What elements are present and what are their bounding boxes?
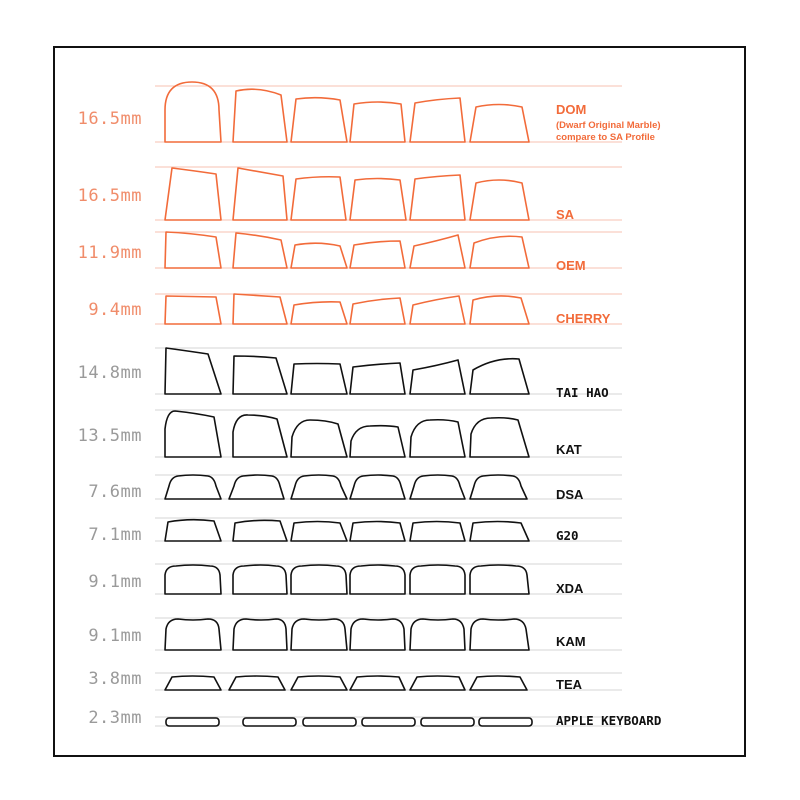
keycap-shape [350, 298, 405, 324]
keycap-shape [470, 105, 529, 143]
keycap-shape [350, 241, 405, 268]
height-labels [78, 109, 142, 728]
height-label: 9.1mm [88, 572, 142, 592]
keycap-shape [291, 302, 347, 324]
height-label: 9.4mm [88, 300, 142, 320]
keycap-row-apple-keyboard [166, 718, 532, 726]
keycap-shape [470, 296, 529, 324]
keycap-shape [362, 718, 415, 726]
keycap-shape [165, 565, 221, 594]
keycap-shape [233, 233, 287, 268]
keycap-shape [165, 168, 221, 220]
keycap-shape [233, 520, 287, 541]
keycap-shape [470, 180, 529, 220]
keycap-shape [350, 522, 405, 542]
keycap-shape [291, 475, 347, 499]
keycap-shape [410, 676, 465, 690]
keycap-shape [350, 565, 405, 594]
keycap-shape [165, 475, 221, 499]
keycap-shape [291, 243, 347, 268]
height-label: 3.8mm [88, 669, 142, 689]
profile-name: TEA [556, 677, 582, 692]
keycap-shape [291, 676, 347, 690]
keycap-shape [421, 718, 474, 726]
keycap-shape [350, 676, 405, 690]
keycap-shape [470, 565, 529, 594]
height-label: 7.1mm [88, 525, 142, 545]
keycap-shape [410, 360, 465, 394]
keycap-row-g20 [165, 520, 529, 541]
profile-name: TAI HAO [556, 385, 609, 400]
keycap-shape [291, 177, 346, 220]
keycap-shape [291, 98, 347, 142]
keycap-shape [165, 348, 221, 394]
keycap-shape [470, 619, 529, 650]
keycap-shape [233, 619, 287, 650]
keycap-shape [479, 718, 532, 726]
profile-subtitle: compare to SA Profile [556, 132, 655, 143]
keycap-shape [166, 718, 219, 726]
keycap-shape [410, 235, 465, 268]
keycap-shape [233, 415, 287, 457]
profile-name: G20 [556, 528, 579, 543]
keycap-shape [291, 420, 347, 457]
keycap-shape [303, 718, 356, 726]
keycap-shape [291, 565, 347, 594]
keycap-shape [410, 98, 465, 142]
keycap-shape [165, 82, 221, 142]
keycap-row-cherry [165, 294, 529, 324]
keycap-shape [410, 296, 465, 324]
profile-names [556, 102, 661, 728]
keycap-row-dsa [165, 475, 527, 499]
keycap-shape [410, 475, 465, 499]
keycap-shape [470, 359, 529, 394]
profile-name: DOM [556, 102, 587, 117]
profile-name: DSA [556, 487, 584, 502]
keycap-shape [291, 619, 347, 650]
keycap-shape [470, 522, 529, 542]
keycap-shape [410, 420, 465, 457]
height-label: 16.5mm [77, 186, 142, 206]
keycap-shape [165, 232, 221, 268]
keycap-shape [165, 619, 221, 650]
keycap-shape [165, 520, 221, 541]
keycap-shape [350, 426, 405, 457]
height-label: 7.6mm [88, 482, 142, 502]
keycap-shape [350, 179, 406, 221]
keycap-shape [410, 175, 465, 220]
keycap-row-xda [165, 565, 529, 594]
profile-name: SA [556, 207, 575, 222]
height-label: 9.1mm [88, 626, 142, 646]
profile-subtitle: (Dwarf Original Marble) [556, 120, 661, 131]
profile-name: OEM [556, 258, 586, 273]
keycap-shape [470, 676, 527, 690]
keycap-shape [410, 565, 465, 594]
height-label: 11.9mm [77, 243, 142, 263]
keycap-shape [233, 565, 287, 594]
keycap-shape [165, 411, 221, 457]
keycap-shape [291, 522, 347, 542]
profile-name: APPLE KEYBOARD [556, 713, 662, 728]
keycap-row-tai-hao [165, 348, 529, 394]
keycap-shape [350, 102, 405, 142]
height-label: 16.5mm [77, 109, 142, 129]
keycap-shape [350, 363, 405, 394]
keycap-shape [233, 294, 287, 324]
keycap-shape [470, 236, 529, 268]
keycap-shape [350, 619, 405, 650]
keycap-shape [165, 296, 221, 324]
keycap-row-sa [165, 168, 529, 220]
keycap-shape [165, 676, 221, 690]
keycap-shape [470, 418, 529, 457]
profile-name: KAT [556, 442, 582, 457]
keycap-shape [291, 364, 347, 395]
keycap-shape [233, 356, 287, 394]
profile-name: XDA [556, 581, 584, 596]
keycap-shape [229, 676, 285, 690]
keycap-row-dom [165, 82, 529, 142]
keycap-row-kam [165, 619, 529, 650]
height-label: 13.5mm [77, 426, 142, 446]
keycap-shape [410, 522, 465, 542]
keycap-shape [233, 89, 287, 142]
keycap-shape [350, 475, 405, 499]
height-label: 14.8mm [77, 363, 142, 383]
keycap-shape [229, 475, 284, 499]
keycap-shape [233, 168, 287, 220]
profile-name: KAM [556, 634, 586, 649]
keycap-shape [410, 619, 465, 650]
keycap-row-kat [165, 411, 529, 457]
keycap-row-tea [165, 676, 527, 690]
height-label: 2.3mm [88, 708, 142, 728]
guide-lines [155, 86, 622, 726]
keycap-row-oem [165, 232, 529, 268]
keycap-shape [243, 718, 296, 726]
profile-name: CHERRY [556, 311, 611, 326]
keycap-shape [470, 475, 527, 499]
